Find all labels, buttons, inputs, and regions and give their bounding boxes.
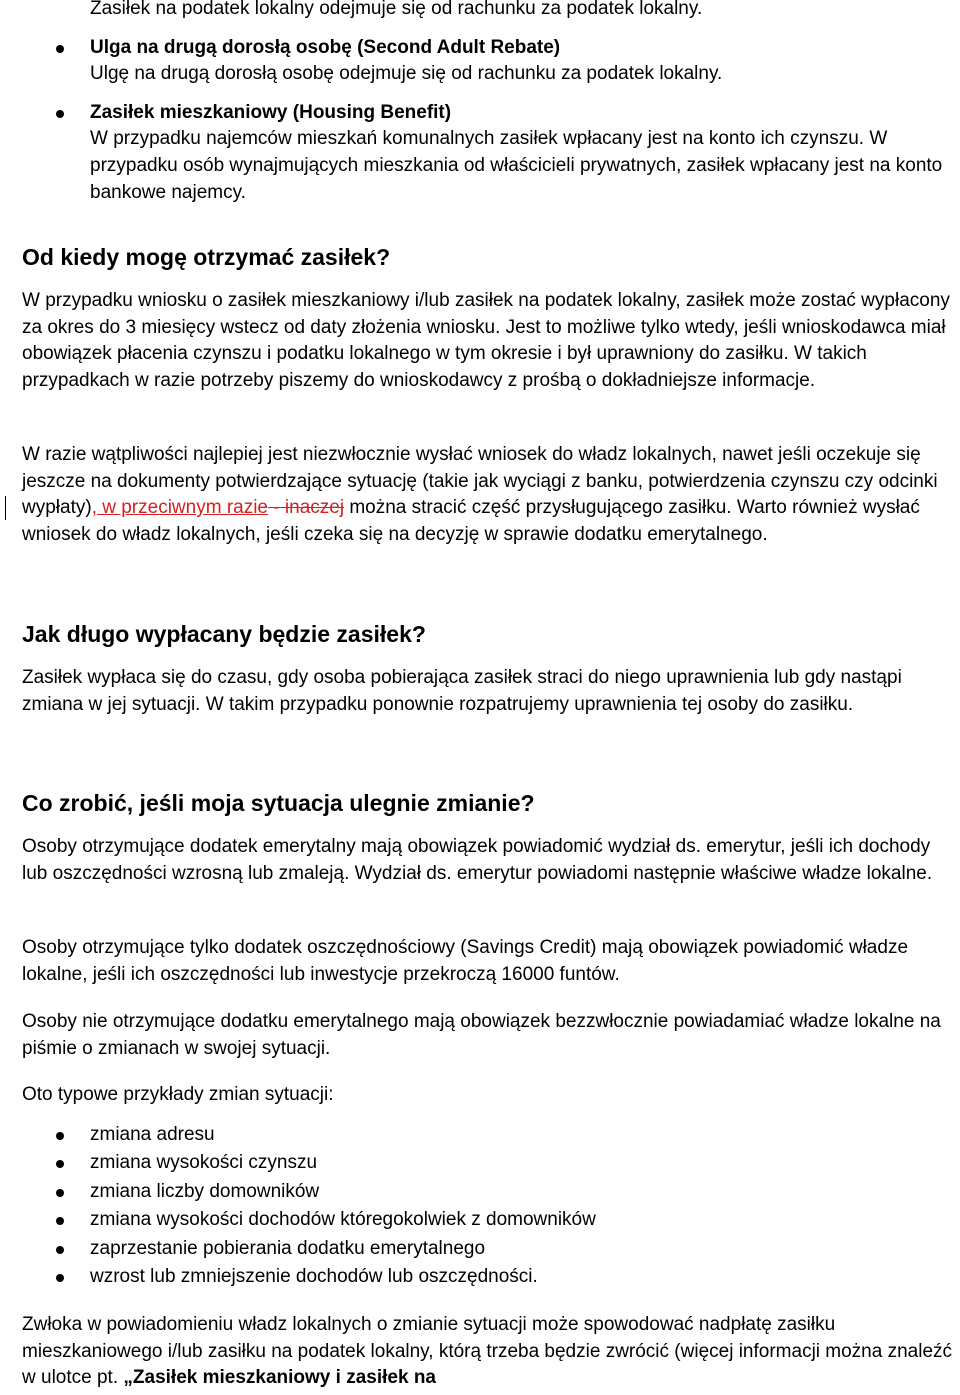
- bullet-dot-icon: [56, 1132, 64, 1140]
- list-item-text: zmiana liczby domowników: [90, 1180, 320, 1202]
- bullet-text: W przypadku najemców mieszkań komunalnych zasiłek wpłacany jest na konto ich czynszu. W przypadku osób wynajmujących mieszkania od właścicieli prywatnych, zasiłek wpłacany jest na konto bankowe najemcy.: [90, 128, 943, 203]
- bullet-dot-icon: [56, 45, 64, 53]
- paragraph: [22, 1312, 957, 1392]
- change-examples-list: [22, 1121, 957, 1291]
- list-item: [22, 1263, 957, 1291]
- bullet-title: Zasiłek mieszkaniowy (Housing Benefit): [90, 101, 452, 123]
- list-item-text: zaprzestanie pobierania dodatku emerytalnego: [90, 1237, 486, 1259]
- paragraph: Osoby otrzymujące tylko dodatek oszczędnościowy (Savings Credit) mają obowiązek powiadomić władze lokalne, jeśli ich oszczędności lub inwestycje przekroczą 16000 funtów.: [22, 937, 909, 985]
- section-heading: Co zrobić, jeśli moja sytuacja ulegnie zmianie?: [22, 790, 535, 816]
- list-item: [22, 1235, 957, 1263]
- list-item-text: zmiana wysokości czynszu: [90, 1152, 318, 1174]
- section-heading: Jak długo wypłacany będzie zasiłek?: [22, 621, 426, 647]
- paragraph-text: W razie wątpliwości najlepiej jest niezwłocznie wysłać wniosek do władz lokalnych, nawet jeśli oczekuje się jeszcze na dokumenty potwierdzające sytuację (takie jak wyciągi z banku, potwierdzenia czynszu czy odcinki wypłaty): [22, 444, 938, 519]
- benefit-bullet-list: [22, 0, 957, 206]
- paragraph-text: można stracić część przysługującego zasiłku. Warto również wysłać wniosek do władz lokalnych, jeśli czeka się na decyzję w sprawie dodatku emerytalnego.: [22, 497, 920, 545]
- list-item: [22, 35, 957, 88]
- tracked-deletion: - inaczej: [268, 497, 345, 519]
- paragraph: W przypadku wniosku o zasiłek mieszkaniowy i/lub zasiłek na podatek lokalny, zasiłek może zostać wypłacony za okres do 3 miesięcy wstecz od daty złożenia wniosku. Jest to możliwe tylko wtedy, jeśli wnioskodawca miał obowiązek płacenia czynszu i podatku lokalnego w tym okresie i był uprawniony do zasiłku. W takich przypadkach w razie potrzeby piszemy do wnioskodawcy z prośbą o dokładniejsze informacje.: [22, 290, 950, 391]
- tracked-insertion: , w przeciwnym razie: [91, 497, 269, 519]
- bullet-dot-icon: [56, 1217, 64, 1225]
- list-item-text: zmiana wysokości dochodów któregokolwiek z domowników: [90, 1209, 596, 1231]
- paragraph: Osoby nie otrzymujące dodatku emerytalnego mają obowiązek bezzwłocznie powiadamiać władze lokalne na piśmie o zmianach w swojej sytuacji.: [22, 1011, 941, 1059]
- paragraph-text: Zwłoka w powiadomieniu władz lokalnych o zmianie sytuacji może spowodować nadpłatę zasiłku mieszkaniowego i/lub zasiłku na podatek lokalny, którą trzeba będzie zwrócić (więcej informacji można znaleźć w ulotce pt.: [22, 1314, 953, 1389]
- list-item: [22, 100, 957, 206]
- list-item-text: wzrost lub zmniejszenie dochodów lub oszczędności.: [90, 1266, 538, 1288]
- bullet-dot-icon: [56, 110, 64, 118]
- leaflet-title: „Zasiłek mieszkaniowy i zasiłek na: [123, 1367, 436, 1389]
- revision-change-bar: [5, 496, 6, 520]
- list-item: [22, 1206, 957, 1234]
- paragraph: Zasiłek wypłaca się do czasu, gdy osoba pobierająca zasiłek straci do niego uprawnienia lub gdy nastąpi zmiana w jej sytuacji. W takim przypadku ponownie rozpatrujemy uprawnienia tej osoby do zasiłku.: [22, 667, 902, 715]
- bullet-dot-icon: [56, 1274, 64, 1282]
- bullet-title: Ulga na drugą dorosłą osobę (Second Adult Rebate): [90, 36, 561, 58]
- list-item-text: zmiana adresu: [90, 1124, 215, 1145]
- section-heading: Od kiedy mogę otrzymać zasiłek?: [22, 244, 391, 270]
- bullet-dot-icon: [56, 1160, 64, 1168]
- bullet-dot-icon: [56, 1246, 64, 1254]
- list-item: [22, 1178, 957, 1206]
- list-intro: Oto typowe przykłady zmian sytuacji:: [22, 1084, 334, 1105]
- list-item: [22, 1149, 957, 1177]
- bullet-dot-icon: [56, 1189, 64, 1197]
- paragraph: Osoby otrzymujące dodatek emerytalny mają obowiązek powiadomić wydział ds. emerytur, jeśli ich dochody lub oszczędności wzrosną lub zmaleją. Wydział ds. emerytur powiadomi następnie właściwe władze lokalne.: [22, 836, 933, 884]
- list-item: [22, 1121, 957, 1149]
- paragraph: [22, 442, 957, 548]
- bullet-text: Zasiłek na podatek lokalny odejmuje się od rachunku za podatek lokalny.: [90, 0, 703, 19]
- list-item: [22, 0, 957, 23]
- bullet-text: Ulgę na drugą dorosłą osobę odejmuje się od rachunku za podatek lokalny.: [90, 63, 723, 85]
